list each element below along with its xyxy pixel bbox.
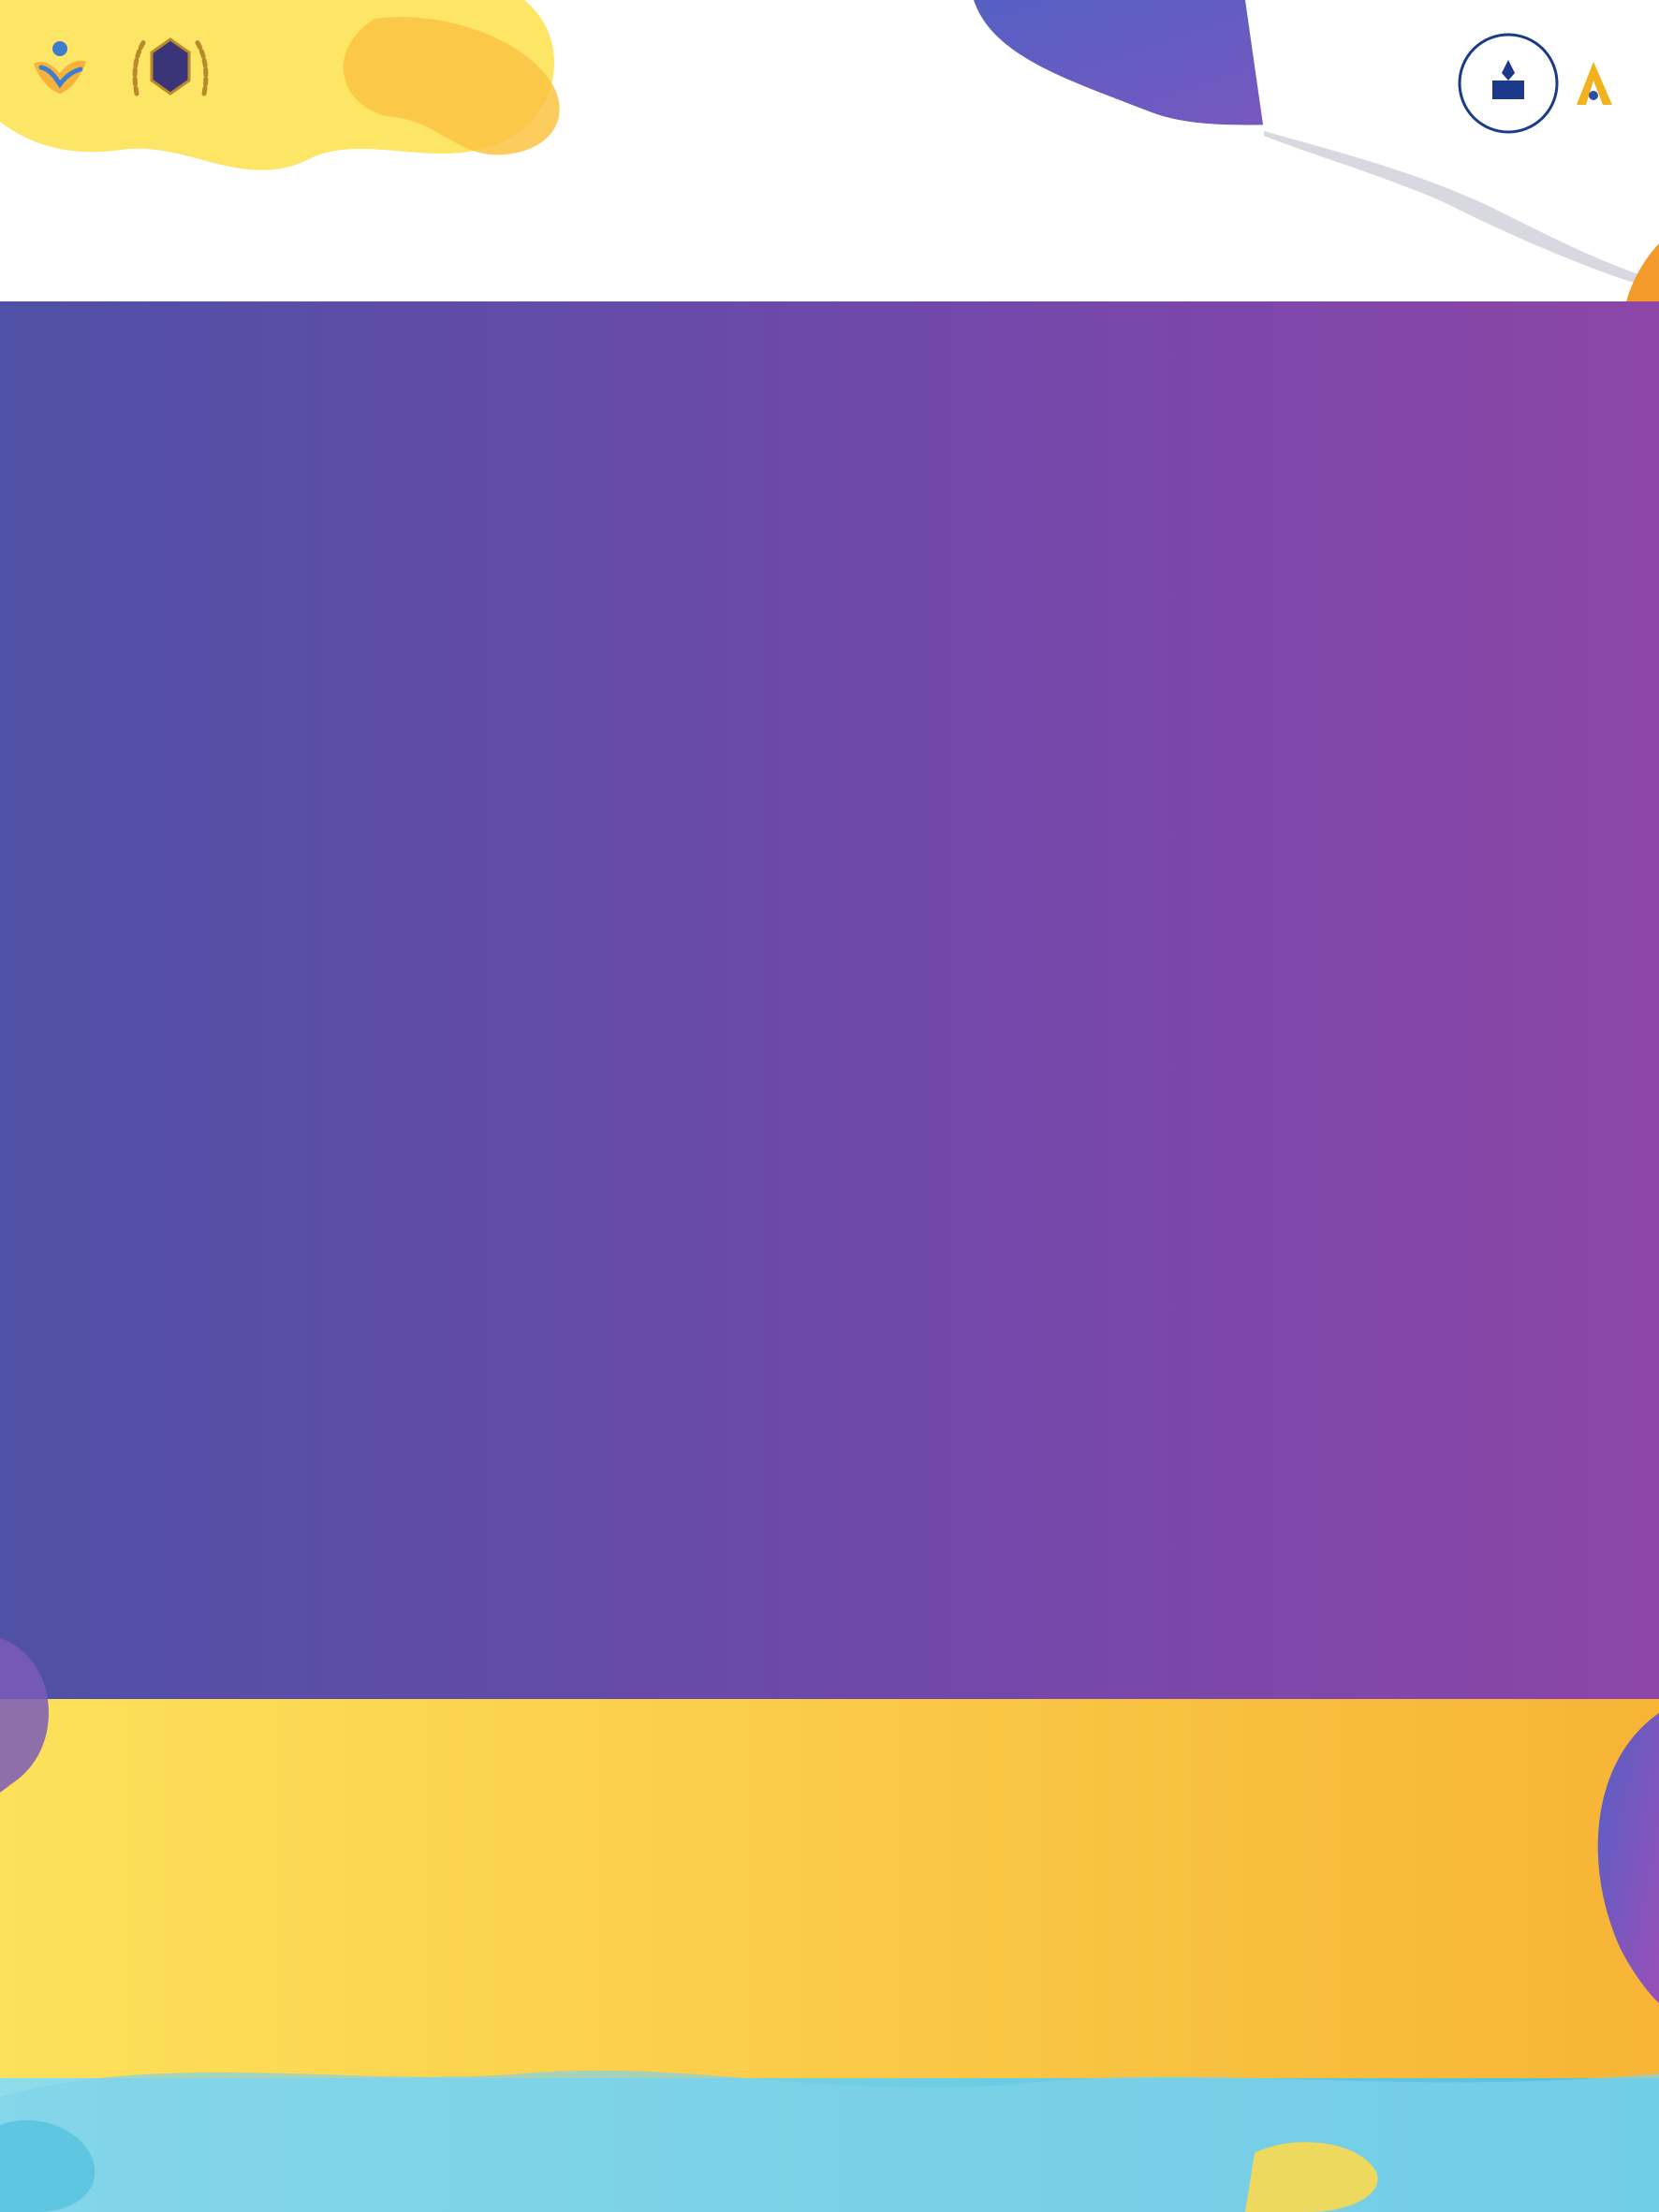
uai-logo: [1573, 58, 1622, 109]
header-logos-left: [28, 28, 213, 107]
purple-band: [0, 301, 1659, 1699]
uai-logo-icon: [1573, 58, 1616, 109]
diktisaintek-logo: [28, 36, 103, 99]
footer-wave: [0, 2071, 1659, 2212]
al-azhar-seal: [1457, 32, 1560, 135]
diktisaintek-icon: [28, 36, 92, 99]
uai-emblem: [127, 28, 213, 107]
header-logos-right: [1457, 32, 1622, 135]
yellow-band: [0, 1699, 1659, 2092]
